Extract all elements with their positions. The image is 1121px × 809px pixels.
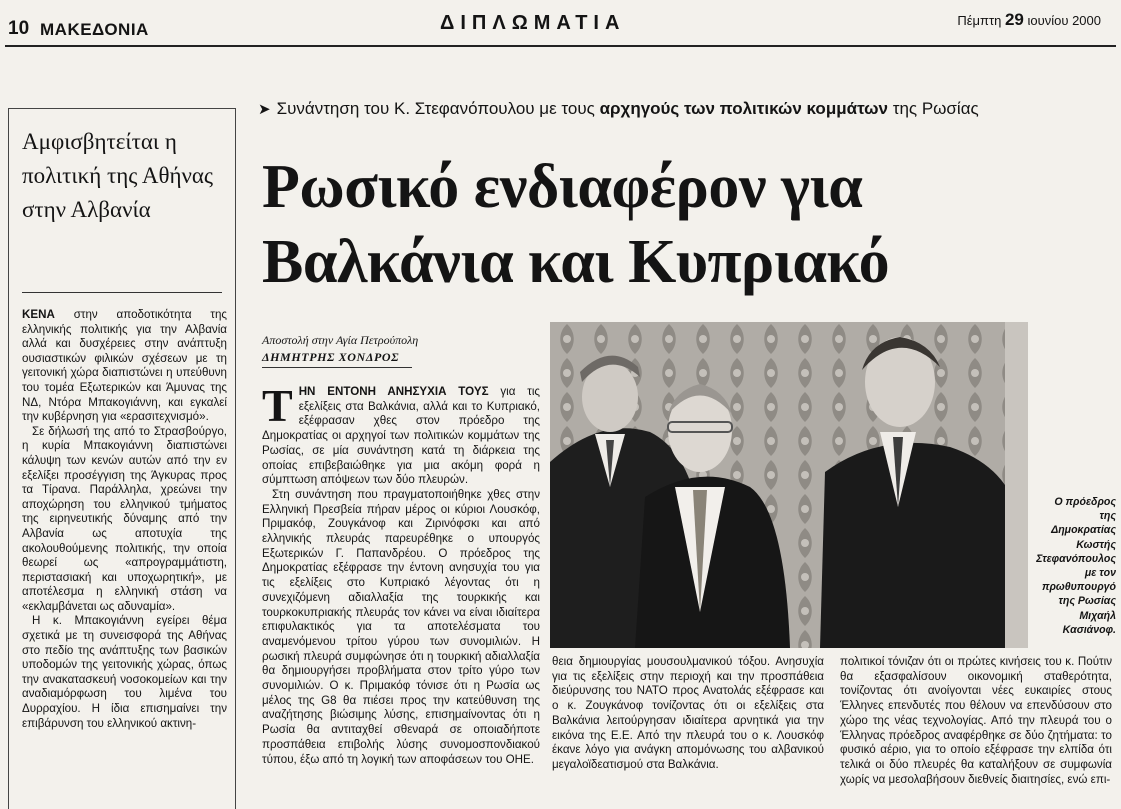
kicker-text: Συνάντηση του Κ. Στεφανόπουλου με τους [276,99,595,118]
sidebar-divider [22,292,222,293]
header-rule [5,45,1116,47]
headline-line-1: Ρωσικό ενδιαφέρον για [262,153,863,221]
article-paragraph: Στη συνάντηση που πραγματοποιήθηκε χθες στην Ελληνική Πρεσβεία πήραν μέρος οι κύριοι Λουσκόφ, Πριμακόφ, Ζουγκάνοφ και Ζιρινόφσκι και από ελληνικής πλευράς παρευρέθηκε ο υπουργός Εξωτερικών Γ. Παπανδρέου. Ο πρόεδρος της Δημοκρατίας εξέφρασε την έντονη ανησυχία του για τις εξελίξεις στο Κυπριακό λέγοντας ότι η συνεχιζόμενη αδιαλλαξία της τουρκικής και τουρκοκυπριακής πλευράς τον κάνει να είναι ιδιαίτερα επιφυλακτικός για τα αποτελέσματα του αναμενόμενου τρίτου γύρου των συνομιλιών. Η ρωσική πλευρά συμφώνησε ότι η τουρκική αδιαλλαξία θα δημιουργήσει προβλήματα στον τρίτο γύρο των συνομιλιών. Ο κ. Πριμακόφ τόνισε ότι η Ρωσία ως μέλος της G8 θα πιέσει προς την κατεύθυνση της αναζήτησης βιώσιμης λύσης, επισημαίνοντας ότι η Ρωσία θα αντιταχθεί σθεναρά σε οποιαδήποτε προσπάθεια επιβολής λύσης συνομοσπονδιακού τύπου, έξω από τη λογική των αποφάσεων του ΟΗΕ. [262,487,540,766]
section-title: ΔΙΠΛΩΜΑΤΙΑ [440,12,626,34]
author-byline: ΔΗΜΗΤΡΗΣ ΧΟΝΔΡΟΣ [262,350,400,364]
sidebar-lead-word: ΚΕΝΑ [22,308,55,321]
newspaper-name: ΜΑΚΕΔΟΝΙΑ [40,20,149,39]
sidebar-paragraph: Σε δήλωσή της από το Στρασβούργο, η κυρία Μπακογιάννη διαπιστώνει κάλυψη των κενών αυτών από την εν εξελίξει προσέγγιση της Άγκυρας προς τα Τίρανα. Παράλληλα, χρεώνει την αποχώρηση του ελληνικού τμήματος της ειρηνευτικής δύναμης από την Αλβανία ως αποτυχία της ακολουθούμενης πολιτικής, την οποία θεωρεί ως «απρογραμμάτιστη, περιστασιακή και υποχωρητική», με αποτέλεσμα η ελληνική στάση να «εκλαμβάνεται ως αδυναμία». [22,424,227,613]
date-month-year: ιουνίου 2000 [1027,13,1101,28]
triangle-bullet-icon: ➤ [258,101,271,118]
issue-date [957,10,1101,30]
sidebar-text: στην αποδοτικότητα της ελληνικής πολιτικής για την Αλβανία αλλά και δυσχέρειες στην ανάπτυξη ουσιαστικών φιλικών σχέσεων με τη γειτονική χώρα διαπιστώνει η υπεύθυνη του τομέα Εξωτερικών και Άμυνας της ΝΔ, Ντόρα Μπακογιάννη, και εγκαλεί την κυβέρνηση για «ερασιτεχνισμό». [22,308,227,424]
paragraph-text: για τις εξελίξεις στα Βαλκάνια, αλλά και το Κυπριακό, εξέφρασαν χθες στον πρόεδρο της Δημοκρατίας οι αρχηγοί των πολιτικών κομμάτων της Ρωσίας, σε μία συνάντηση κατά τη διάρκεια της οποίας επιβεβαιώθηκε για μια ακόμη φορά η σύμπτωση απόψεων των δύο πλευρών. [262,385,540,487]
article-column-1 [262,380,540,767]
sidebar-paragraph [22,308,227,425]
article-paragraph [262,380,540,488]
dispatch-line: Αποστολή στην Αγία Πετρούπολη [262,333,419,347]
article-kicker [258,99,979,119]
article-headline [262,150,1102,300]
date-day: 29 [1004,10,1024,29]
byline-rule [262,367,412,368]
article-column-3 [840,655,1112,787]
sidebar-headline: Αμφισβητείται η πολιτική της Αθήνας στην Αλβανία [22,129,214,222]
article-column-2 [552,655,824,773]
article-photo [550,322,1028,648]
sidebar-paragraph: Η κ. Μπακογιάννη εγείρει θέμα σχετικά με τη συνεισφορά της Αθήνας στο πεδίο της ανάπτυξης των βασικών υποδομών της γειτονικής χώρας, όπως την ανακατασκευή νοσοκομείων και την αναδιαμόρφωση του λιμένα του Δυρραχίου. Η ίδια επισημαίνει την επιβάρυνση του ελληνικού ακτινη- [22,614,227,730]
sidebar-body [22,308,227,731]
page-number: 10 [8,18,30,39]
lead-caps: ΗΝ ΕΝΤΟΝΗ ΑΝΗΣΥΧΙΑ ΤΟΥΣ [298,385,489,398]
article-paragraph: πολιτικοί τόνιζαν ότι οι πρώτες κινήσεις του κ. Πούτιν θα εξασφαλίσουν οικονομική σταθερότητα, τονίζοντας ότι ανοίγονται νέες ευκαιρίες στους Έλληνες επενδυτές που θέλουν να επενδύσουν στο χώρο της νέας τεχνολογίας. Από την πλευρά του ο Έλληνας πρόεδρος αναφέρθηκε σε δύο ζητήματα: το φυσικό αέριο, για το οποίο εξέφρασε την ελπίδα ότι τελικά οι δύο πλευρές θα καταλήξουν σε συμφωνία χωρίς να μεσολαβήσουν διεθνείς διαιτησίες, ενώ επι- [840,655,1112,786]
drop-cap: Τ [262,380,293,431]
photo-caption: Ο πρόεδρος της Δημοκρατίας Κωστής Στεφανόπουλος με τον πρωθυπουργό της Ρωσίας Μιχαήλ Κασιάνοφ. [1036,496,1116,636]
date-weekday: Πέμπτη [957,13,1002,28]
article-paragraph: θεια δημιουργίας μουσουλμανικού τόξου. Ανησυχία για τις εξελίξεις στην περιοχή και την προσπάθεια διεύρυνσης του ΝΑΤΟ προς Ανατολάς εξέφρασε και ο κ. Ζουγκάνοφ τονίζοντας ότι οι εξελίξεις στα Βαλκάνια λειτούργησαν ιδιαίτερα αρνητικά για την εικόνα της Ε.Ε. Από την πλευρά του ο κ. Λουσκόφ έκανε λόγο για ανάγκη απομόνωσης του αλβανικού μεγαλοϊδεατισμού στα Βαλκάνια. [552,655,824,771]
kicker-text-end: της Ρωσίας [892,99,979,118]
headline-line-2: Βαλκάνια και Κυπριακό [262,228,890,296]
kicker-emphasis: αρχηγούς των πολιτικών κομμάτων [599,99,888,118]
